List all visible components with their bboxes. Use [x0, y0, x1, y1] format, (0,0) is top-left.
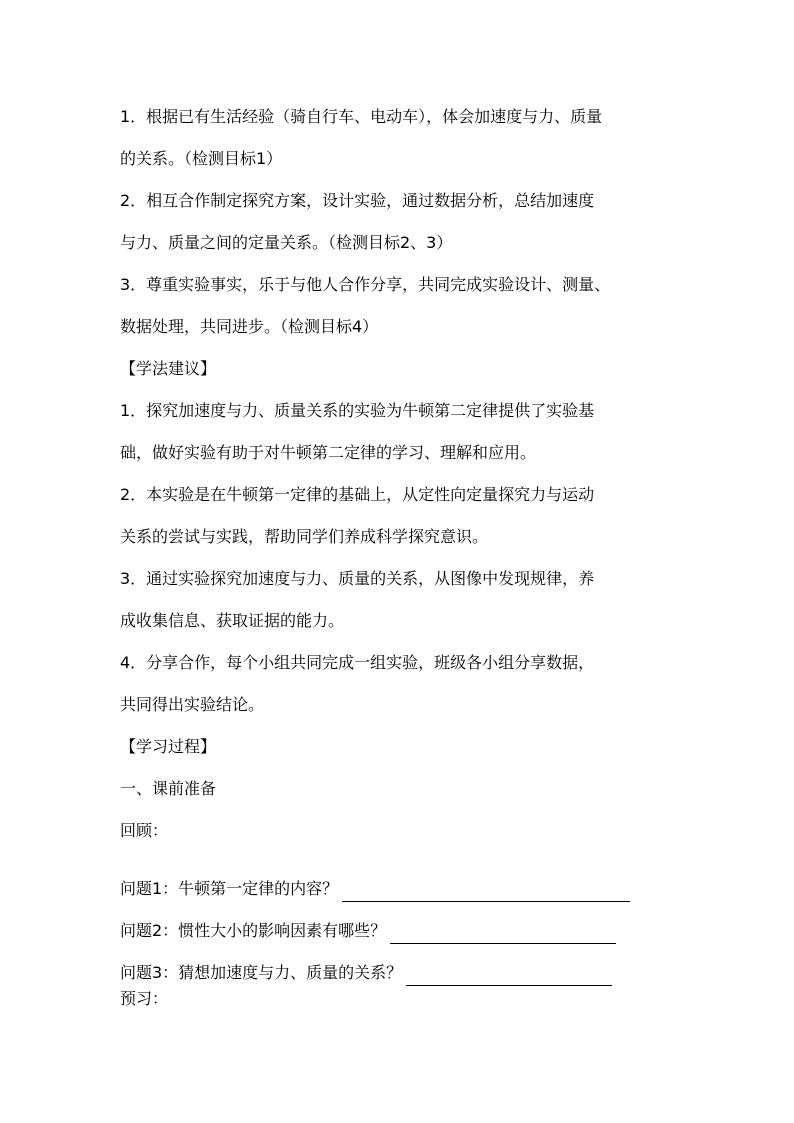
- tip-1-line-2: 础，做好实验有助于对牛顿第二定律的学习、理解和应用。: [120, 443, 537, 462]
- question-1: [120, 860, 700, 902]
- document-page: [120, 104, 700, 1028]
- tip-4-line-2: 共同得出实验结论。: [120, 695, 265, 714]
- question-1-answer-blank[interactable]: [342, 879, 630, 902]
- tip-2-line-2: 关系的尝试与实践，帮助同学们养成科学探究意识。: [120, 527, 489, 546]
- objective-1-line-2: 的关系。（检测目标1）: [120, 149, 283, 168]
- objective-2-line-1: 2．相互合作制定探究方案，设计实验，通过数据分析，总结加速度: [120, 191, 595, 210]
- section-title: 一、课前准备: [120, 779, 217, 798]
- objective-1-line-1: 1．根据已有生活经验（骑自行车、电动车），体会加速度与力、质量: [120, 107, 603, 126]
- question-2: [120, 902, 700, 944]
- objective-3-line-2: 数据处理，共同进步。（检测目标4）: [120, 317, 379, 336]
- tip-2-line-1: 2．本实验是在牛顿第一定律的基础上，从定性向定量探究力与运动: [120, 485, 595, 504]
- review-label: 回顾：: [120, 821, 169, 840]
- objective-2-line-2: 与力、质量之间的定量关系。（检测目标2、3）: [120, 233, 453, 252]
- question-3-text: 问题3：猜想加速度与力、质量的关系？: [120, 963, 403, 982]
- question-3: [120, 944, 700, 986]
- objective-3-line-1: 3．尊重实验事实，乐于与他人合作分享，共同完成实验设计、测量、: [120, 275, 611, 294]
- question-3-answer-blank[interactable]: [406, 963, 612, 986]
- tip-1-line-1: 1．探究加速度与力、质量关系的实验为牛顿第二定律提供了实验基: [120, 401, 595, 420]
- tip-4-line-1: 4．分享合作，每个小组共同完成一组实验，班级各小组分享数据，: [120, 653, 595, 672]
- tip-3-line-1: 3．通过实验探究加速度与力、质量的关系，从图像中发现规律，养: [120, 569, 595, 588]
- process-heading: 【学习过程】: [120, 737, 217, 756]
- question-1-text: 问题1：牛顿第一定律的内容？: [120, 879, 339, 898]
- study-tips-heading: 【学法建议】: [120, 359, 217, 378]
- preview-label: 预习：: [120, 989, 169, 1008]
- question-2-answer-blank[interactable]: [390, 921, 616, 944]
- question-2-text: 问题2：惯性大小的影响因素有哪些？: [120, 921, 387, 940]
- tip-3-line-2: 成收集信息、获取证据的能力。: [120, 611, 345, 630]
